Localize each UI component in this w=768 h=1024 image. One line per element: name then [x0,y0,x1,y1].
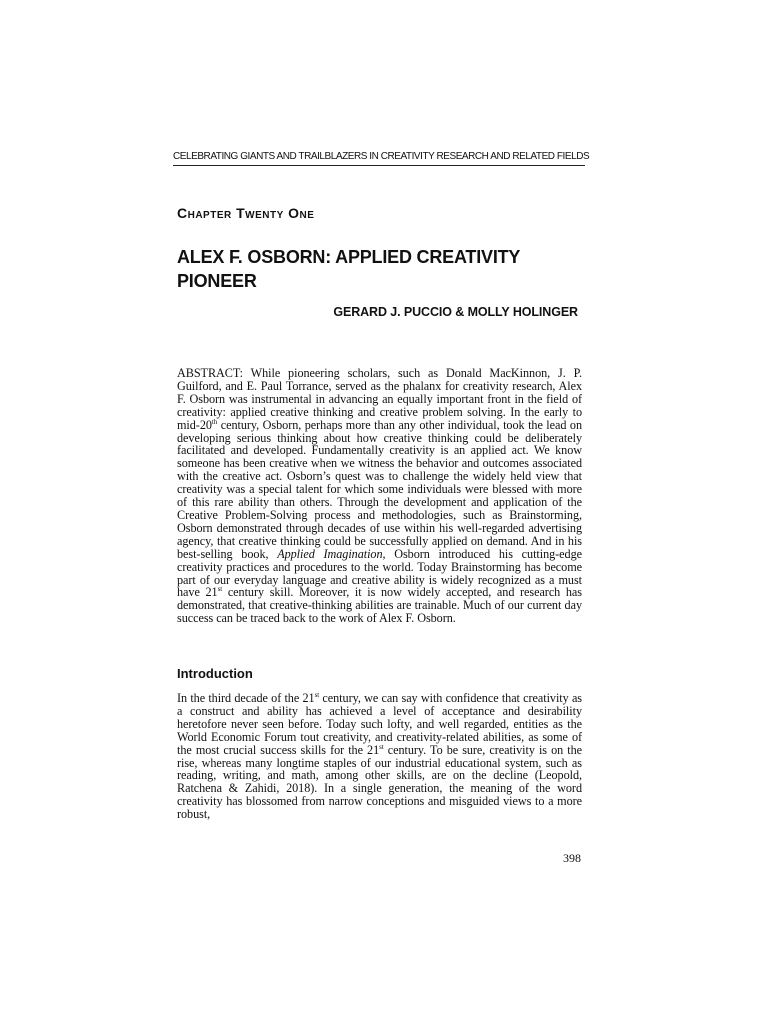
page-number: 398 [563,851,581,865]
chapter-authors: GERARD J. PUCCIO & MOLLY HOLINGER [333,305,578,319]
abstract-text-part-2: century, Osborn, perhaps more than any other individual, took the lead on developing serious thinking about how creative thinking could be deliberately facilitated and developed. Fundamentally creativity is an applied act. We know someone has been creative when we witness the behavior and outcomes associated with the creative act. Osborn’s quest was to challenge the widely held view that creativity was a special talent for which some individuals were blessed with more of this rare ability than others. Through the development and application of the Creative Problem-Solving process and methodologies, such as Brainstorming, Osborn demonstrated through decades of use within his well-regarded advertising agency, that creative thinking could be successfully applied on demand. And in his best-selling book, [177,417,582,561]
abstract-superscript-st: st [217,585,223,594]
abstract-paragraph [177,367,582,625]
intro-text-part-1: In the third decade of the 21 [177,691,315,705]
abstract-superscript-th: th [211,417,218,426]
chapter-title: ALEX F. OSBORN: APPLIED CREATIVITY PIONEER [177,247,520,291]
abstract-text-part-4: century skill. Moreover, it is now widely accepted, and research has demonstrated, that creative-thinking abilities are trainable. Much of our current day success can be traced back to the work of Alex F. Osborn. [177,585,582,626]
abstract-text-part-3: Osborn introduced his cutting-edge creativity practices and procedures to the world. Today Brainstorming has become part of our everyday language and creative ability is widely recognized as a must have 21 [177,546,582,600]
introduction-paragraph [177,692,582,821]
chapter-label: Chapter Twenty One [177,205,315,221]
intro-text-part-2: century, we can say with confidence that creativity as a construct and ability has achieved a level of acceptance and desirability heretofore never seen before. Today such lofty, and well regarded, entities as the World Economic Forum tout creativity, and creativity-related abilities, as some of the most crucial success skills for the 21 [177,691,582,757]
abstract-text-part-1: ABSTRACT: While pioneering scholars, such as Donald MacKinnon, J. P. Guilford, and E. Paul Torrance, served as the phalanx for creativity research, Alex F. Osborn was instrumental in advancing an equally important front in the field of creativity: applied creative thinking and creative problem solving. In the early to mid-20 [177,366,582,432]
section-heading-introduction: Introduction [177,666,253,681]
intro-superscript-st-2: st [379,742,384,751]
intro-superscript-st-1: st [314,691,320,699]
running-head: CELEBRATING GIANTS AND TRAILBLAZERS IN CREATIVITY RESEARCH AND RELATED FIELDS [173,151,585,166]
intro-text-part-3: century. To be sure, creativity is on the rise, whereas many longtime staples of our industrial educational system, such as reading, writing, and math, among other skills, are on the decline (Leopold, Ratchena & Zahidi, 2018). In a single generation, the meaning of the word creativity has blossomed from narrow conceptions and misguided views to a more robust, [177,742,582,822]
abstract-book-title: Applied Imagination, [277,546,386,561]
